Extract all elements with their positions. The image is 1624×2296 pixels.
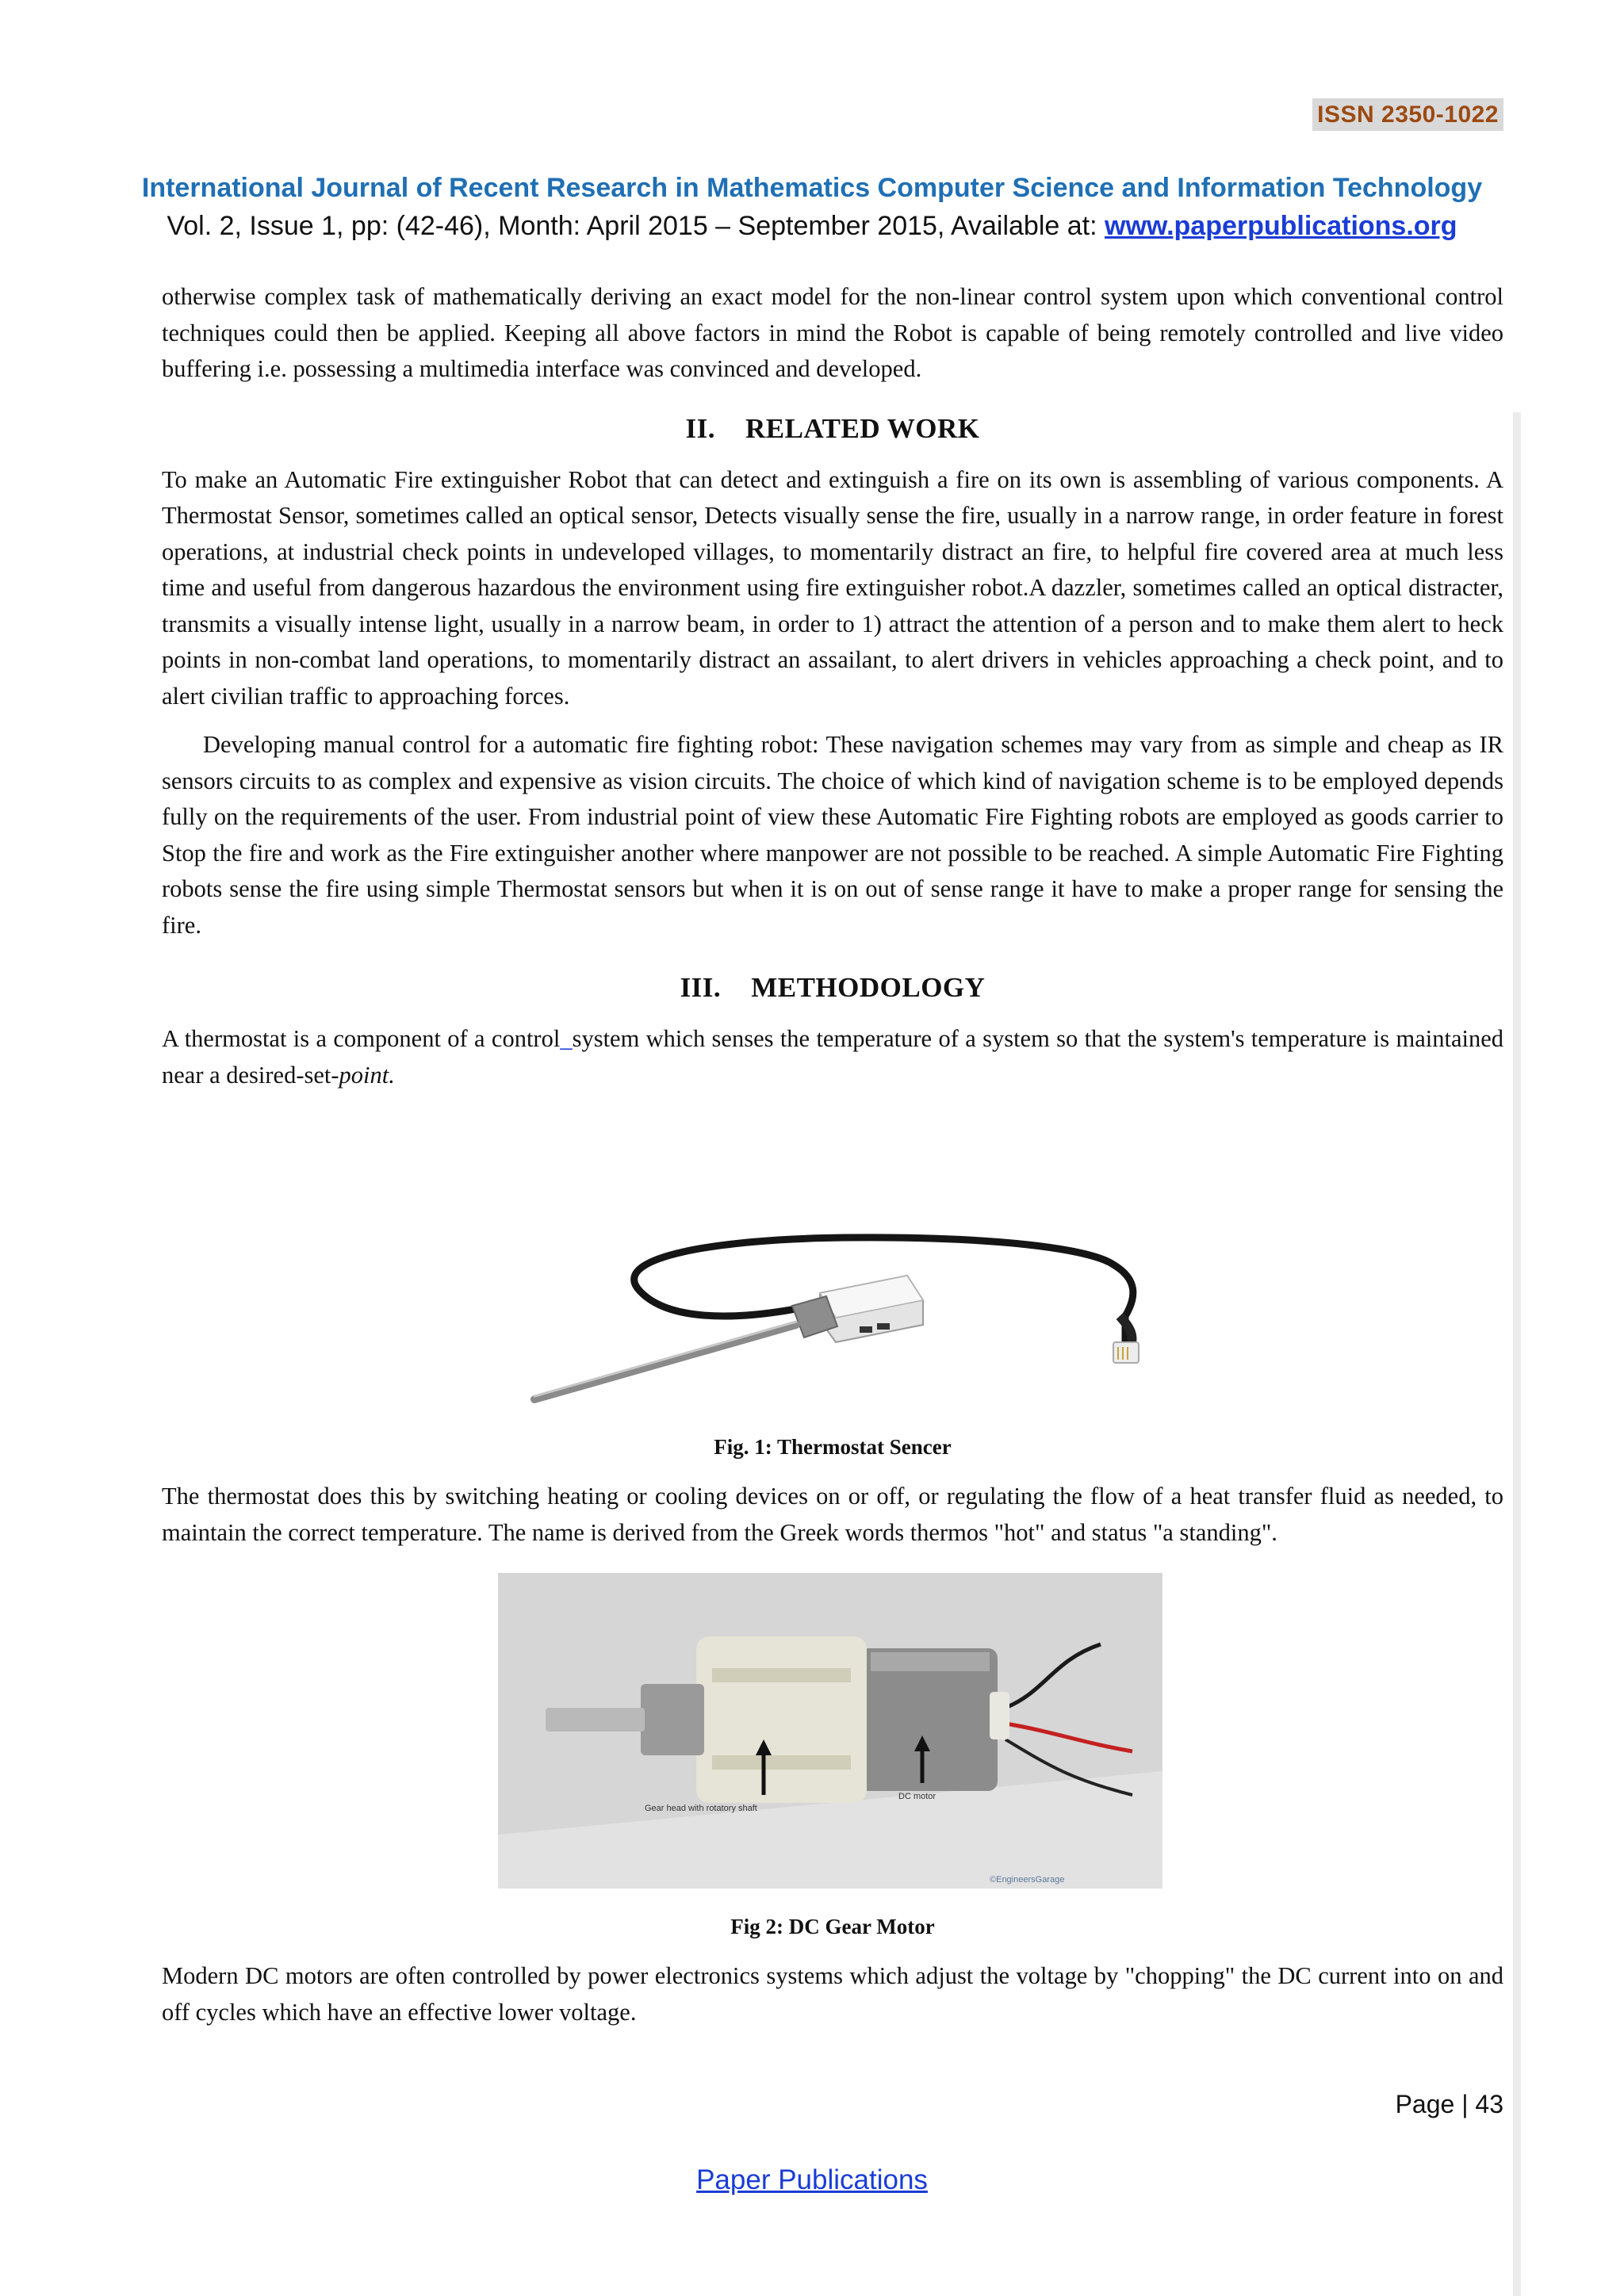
dc-gear-motor-photo [498, 1573, 1162, 1888]
watermark-text: ©EngineersGarage [990, 1875, 1065, 1885]
figure-thermostat-sensor [162, 1138, 1503, 1431]
section-number: II. [685, 412, 716, 444]
journal-website-link[interactable]: www.paperpublications.org [1105, 211, 1457, 241]
thermostat-sensor-image [162, 1138, 1503, 1431]
methodology-paragraph-3: Modern DC motors are often controlled by power electronics systems which adjust the voltage by "chopping" the DC current into on and off cycles which have an effective lower voltage. [162, 1962, 1503, 2026]
footer-publisher-link[interactable]: Paper Publications [696, 2164, 928, 2195]
intro-paragraph: otherwise complex task of mathematically deriving an exact model for the non-linear control system upon which conventional control techniques could then be applied. Keeping all above factors in mind the Robot is capable of being remotely controlled and live video buffering i.e. possessing a multimedia interface was convinced and developed. [162, 283, 1503, 382]
journal-title: International Journal of Recent Research in Mathematics Computer Science and Information Technology [141, 173, 1483, 203]
section-title: METHODOLOGY [751, 972, 986, 1003]
section-number: III. [680, 972, 722, 1003]
volume-line [0, 211, 1624, 242]
section-heading-methodology [162, 972, 1503, 1004]
methodology-paragraph-1: A thermostat is a component of a control_system which senses the temperature of a system so that the system's temperature is maintained near a desired-set-point. [162, 1025, 1503, 1089]
issn-badge: ISSN 2350-1022 [1312, 98, 1503, 131]
page-number: Page | 43 [1395, 2090, 1503, 2118]
related-work-paragraph-2: Developing manual control for a automatic fire fighting robot: These navigation schemes may vary from as simple and cheap as IR sensors circuits to as complex and expensive as vision circuits. The choice of which kind of navigation scheme is to be employed depends fully on the requirements of the user. From industrial point of view these Automatic Fire Fighting robots are employed as goods carrier to Stop the fire and work as the Fire extinguisher another where manpower are not possible to be reached. A simple Automatic Fire Fighting robots sense the fire using simple Thermostat sensors but when it is on out of sense range it have to make a proper range for sensing the fire. [162, 731, 1503, 939]
section-title: RELATED WORK [745, 412, 980, 444]
dc-motor-label: DC motor [898, 1792, 936, 1801]
volume-text: Vol. 2, Issue 1, pp: (42-46), Month: April 2015 – September 2015, Available at: [167, 211, 1105, 241]
figure-2-caption: Fig 2: DC Gear Motor [730, 1915, 935, 1938]
section-heading-related-work [162, 413, 1503, 445]
related-work-paragraph-1: To make an Automatic Fire extinguisher Robot that can detect and extinguish a fire on its own is assembling of various components. A Thermostat Sensor, sometimes called an optical sensor, Detects visually sense the fire, usually in a narrow range, in order feature in forest operations, at industrial check points in undeveloped villages, to momentarily distract an fire, to helpful fire covered area at much less time and useful from dangerous hazardous the environment using fire extinguisher robot.A dazzler, sometimes called an optical distracter, transmits a visually intense light, usually in a narrow beam, in order to 1) attract the attention of a person and to make them alert to heck points in non-combat land operations, to momentarily distract an assailant, to alert drivers in vehicles approaching a check point, and to alert civilian traffic to approaching forces. [162, 465, 1503, 710]
dc-gear-motor-image [498, 1573, 1162, 1888]
figure-1-caption: Fig. 1: Thermostat Sencer [714, 1435, 952, 1459]
methodology-paragraph-2: The thermostat does this by switching heating or cooling devices on or off, or regulating the flow of a heat transfer fluid as needed, to maintain the correct temperature. The name is derived from the Greek words thermos "hot" and status "a standing". [162, 1483, 1503, 1546]
right-margin-shade [1513, 412, 1521, 2296]
article-body [162, 279, 1503, 2030]
figure-dc-gear-motor [162, 1573, 1503, 1888]
gear-head-label: Gear head with rotatory shaft [645, 1804, 757, 1813]
